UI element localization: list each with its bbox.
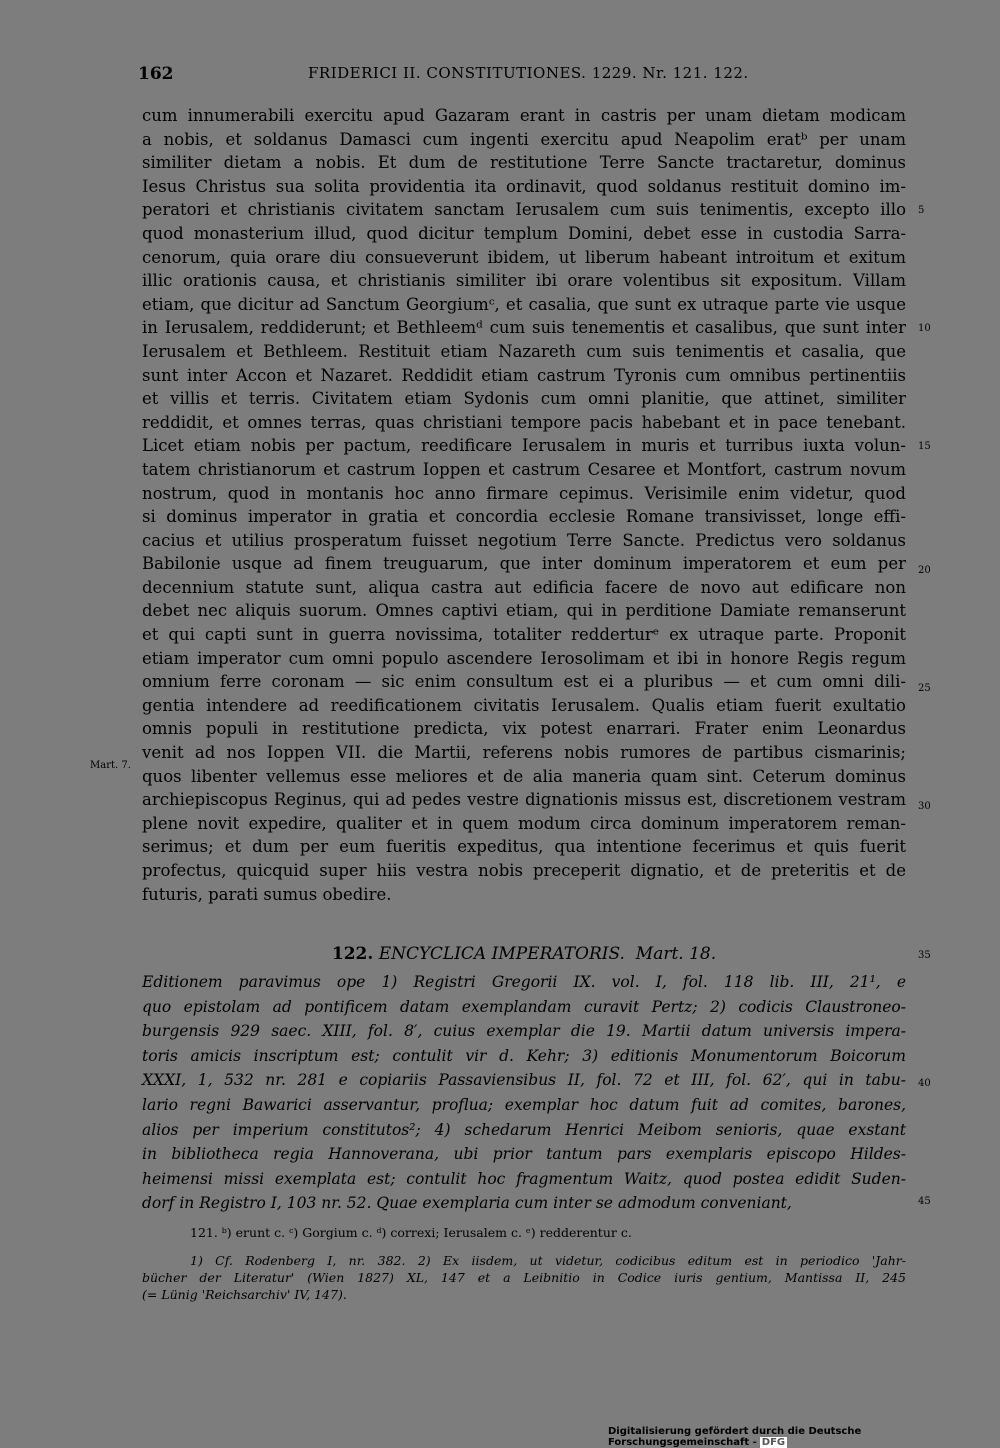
text-line: et qui capti sunt in guerra novissima, totaliter redderturᵉ ex utraque parte. Proponit: [142, 625, 906, 645]
line-number: 40: [918, 1078, 931, 1089]
main-text: [142, 104, 906, 906]
text-line: dorf in Registro I, 103 nr. 52. Quae exemplaria cum inter se admodum conveniant,: [142, 1194, 792, 1213]
text-line: serimus; et dum per eum fueritis expeditus, qua intentione fecerimus et quis fuerit: [142, 837, 906, 857]
text-line: sunt inter Accon et Nazaret. Reddidit etiam castrum Tyronis cum omnibus pertinentiis: [142, 365, 906, 385]
text-line: a nobis, et soldanus Damasci cum ingenti exercitu apud Neapolim eratᵇ per unam: [142, 129, 906, 149]
dfg-footer: [608, 1426, 1000, 1448]
line-number: 35: [918, 950, 931, 961]
text-line: etiam, que dicitur ad Sanctum Georgiumᶜ, et casalia, que sunt ex utraque parte vie usque: [142, 294, 906, 314]
text-line: venit ad nos Ioppen VII. die Martii, referens nobis rumores de partibus cismarinis;: [142, 743, 906, 763]
text-line: decennium statute sunt, aliqua castra aut edificia facere de novo aut edificare non: [142, 577, 906, 597]
text-line: Iesus Christus sua solita providentia ita ordinavit, quod soldanus restituit domino im-: [142, 176, 906, 196]
section-date: Mart. 18.: [635, 944, 717, 964]
text-line: burgensis 929 saec. XIII, fol. 8′, cuius exemplar die 19. Martii datum universis impera-: [142, 1022, 906, 1041]
page-header: [138, 64, 908, 88]
footnote-line: 1) Cf. Rodenberg I, nr. 382. 2) Ex iisdem, ut videtur, codicibus editum est in periodico 'Jahr-: [190, 1253, 906, 1268]
text-line: cum innumerabili exercitu apud Gazaram erant in castris per unam dietam modicam: [142, 106, 906, 125]
line-number: 5: [918, 205, 925, 216]
footnote-line: bücher der Literatur' (Wien 1827) XL, 147 et a Leibnitio in Codice iuris gentium, Mantissa II, 245: [142, 1270, 906, 1285]
footer-text: Digitalisierung gefördert durch die Deutsche Forschungsgemeinschaft -: [608, 1426, 862, 1448]
text-line: tatem christianorum et castrum Ioppen et castrum Cesaree et Montfort, castrum novum: [142, 459, 906, 479]
margin-note: Mart. 7.: [90, 760, 131, 771]
text-line: et villis et terris. Civitatem etiam Sydonis cum omni planitie, que attinet, similiter: [142, 389, 906, 409]
text-line: alios per imperium constitutos²; 4) schedarum Henrici Meibom senioris, quae exstant: [142, 1120, 906, 1139]
line-number: 30: [918, 801, 931, 812]
text-line: quod monasterium illud, quod dicitur templum Domini, debet esse in custodia Sarra-: [142, 223, 906, 243]
text-line: omnium ferre coronam — sic enim consultum est ei a pluribus — et cum omni dili-: [142, 672, 906, 692]
running-head: FRIDERICI II. CONSTITUTIONES. 1229. Nr. 121. 122.: [308, 64, 749, 82]
text-line: plene novit expedire, qualiter et in quem modum circa dominum imperatorem reman-: [142, 813, 906, 833]
text-line: reddidit, et omnes terras, quas christiani tempore pacis habebant et in pace tenebant.: [142, 412, 906, 432]
section-heading: ENCYCLICA IMPERATORIS.: [378, 944, 625, 964]
text-line: lario regni Bawarici asservantur, profluа; exemplar hoc datum fuit ad comites, barones,: [142, 1095, 906, 1114]
variants-line: 121. ᵇ) erunt c. ᶜ) Gorgium c. ᵈ) correxi; Ierusalem c. ᵉ) redderentur c.: [190, 1225, 632, 1240]
text-line: toris amicis inscriptum est; contulit vir d. Kehr; 3) editionis Monumentorum Boicorum: [142, 1046, 906, 1065]
line-number: 10: [918, 323, 931, 334]
variant-notes: [142, 1224, 906, 1241]
text-line: in Ierusalem, reddiderunt; et Bethleemᵈ cum suis tenementis et casalibus, que sunt inter: [142, 318, 906, 338]
page-number: 162: [138, 64, 174, 84]
text-line: omnis populi in restitutione predicta, vix potest enarrari. Frater enim Leonardus: [142, 719, 906, 739]
text-line: etiam imperator cum omni populo ascendere Ierosolimam et ibi in honore Regis regum: [142, 648, 906, 668]
text-line: debet nec aliquis suorum. Omnes captivi etiam, qui in perditione Damiate remanserunt: [142, 601, 906, 621]
text-line: XXXI, 1, 532 nr. 281 e copiariis Passaviensibus II, fol. 72 et III, fol. 62′, qui in tabu-: [142, 1071, 906, 1090]
section-number: 122.: [331, 944, 374, 964]
text-line: similiter dietam a nobis. Et dum de restitutione Terre Sancte tractaretur, dominus: [142, 153, 906, 173]
intro-text: [142, 970, 906, 1216]
line-number: 20: [918, 565, 931, 576]
text-line: gentia intendere ad reedificationem civitatis Ierusalem. Qualis etiam fuerit exultatio: [142, 695, 906, 715]
text-line: si dominus imperator in gratia et concordia ecclesie Romane transivisset, longe effi-: [142, 507, 906, 527]
text-line: Licet etiam nobis per pactum, reedificare Ierusalem in muris et turribus iuxta volun-: [142, 436, 906, 456]
text-line: cacius et utilius prosperatum fuisset negotium Terre Sancte. Predictus vero soldanus: [142, 530, 906, 550]
text-line: Editionem paravimus ope 1) Registri Gregorii IX. vol. I, fol. 118 lib. III, 21¹, e: [142, 973, 906, 991]
line-number: 15: [918, 441, 931, 452]
text-line: heimensi missi exemplata est; contulit hoc fragmentum Waitz, quod postea edidit Suden-: [142, 1169, 906, 1188]
text-line: quo epistolam ad pontificem datam exemplandam curavit Pertz; 2) codicis Claustroneo-: [142, 997, 906, 1016]
line-number: 45: [918, 1196, 931, 1207]
text-line: futuris, parati sumus obedire.: [142, 884, 392, 904]
text-line: profectus, quicquid super hiis vestra nobis preceperit dignatio, et de preteritis et de: [142, 861, 906, 880]
text-line: archiepiscopus Reginus, qui ad pedes vestre dignationis missus est, discretionem vestram: [142, 790, 906, 810]
text-line: illic orationis causa, et christianis similiter ibi orare volentibus sit expositum. Villam: [142, 271, 906, 291]
text-line: peratori et christianis civitatem sanctam Ierusalem cum suis tenimentis, excepto illo: [142, 200, 906, 220]
line-number: 25: [918, 683, 931, 694]
text-line: cenorum, quia orare diu consueverunt ibidem, ut liberum habeant introitum et exitum: [142, 247, 906, 267]
footnote-line: (= Lünig 'Reichsarchiv' IV, 147).: [142, 1287, 347, 1302]
text-line: nostrum, quod in montanis hoc anno firmare cepimus. Verisimile enim videtur, quod: [142, 483, 906, 503]
footnotes: [142, 1252, 906, 1303]
text-line: quos libenter vellemus esse meliores et de alia maneria quam sint. Ceterum dominus: [142, 766, 906, 786]
text-line: in bibliotheca regia Hannoverana, ubi prior tantum pars exemplaris episcopo Hildes-: [142, 1145, 906, 1164]
text-line: Ierusalem et Bethleem. Restituit etiam Nazareth cum suis tenimentis et casalia, que: [142, 341, 906, 361]
dfg-logo: DFG: [761, 1437, 786, 1448]
section-title: [142, 944, 906, 964]
text-line: Babilonie usque ad finem treuguarum, que inter dominum imperatorem et eum per: [142, 554, 906, 574]
